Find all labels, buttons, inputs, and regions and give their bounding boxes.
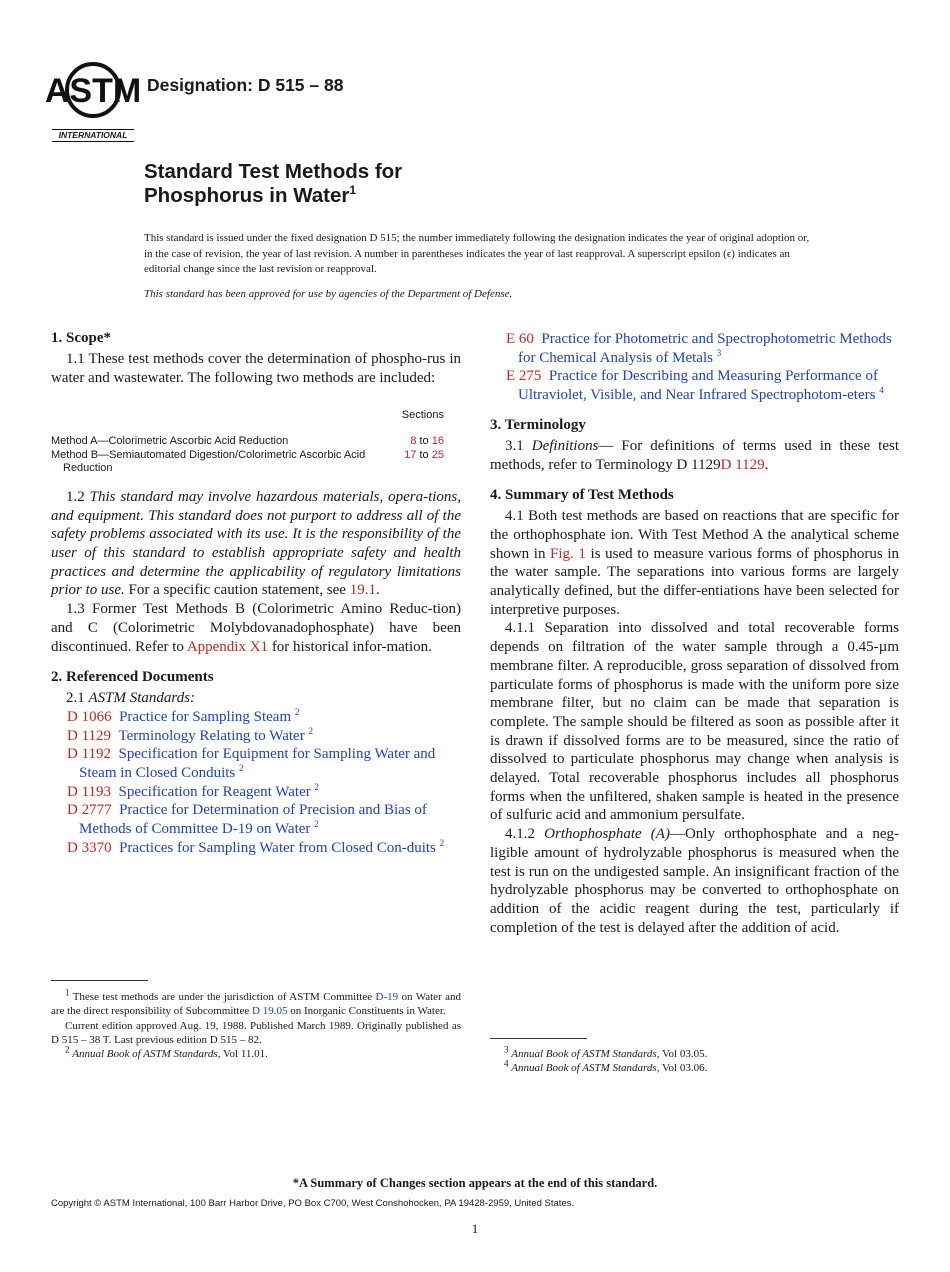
summary-para-4-1-1: 4.1.1 Separation into dissolved and total recoverable forms depends on filtration of the water sample through a 0.45-µm membrane filter. A reproducible, gross separation of dissolved from particulate forms of phosphorus is made with the uniform pore size membrane filter, but no claim can be made that separation is complete. The sample should be filtered as soon as possible after it is drawn if dissolved forms are to be measured, since the ratio of dissolved to particulate phosphorus may change when analysis is delayed. Total recoverable phosphorus includes all phosphorus forms when the unfiltered, shaken sample is heated in the presence of sulfuric acid and ammonium persulfate. (490, 620, 899, 824)
svg-text:ASTM: ASTM (44, 72, 142, 110)
scope-para-1-3 (51, 600, 461, 656)
page-title (144, 160, 402, 208)
method-to-link[interactable]: 25 (431, 448, 444, 461)
title-line2-text: Phosphorus in Water (144, 184, 350, 207)
summary-changes-note: *A Summary of Changes section appears at the end of this standard. (292, 1176, 658, 1190)
fn-text: on Water and are the direct responsibility of Subcommittee (51, 991, 462, 1018)
method-name: Method A—Colorimetric Ascorbic Acid Reduction (51, 435, 289, 448)
footnote-4 (490, 1058, 899, 1075)
ref-fn: 4 (879, 385, 884, 396)
term: Orthophosphate (A) (544, 826, 670, 843)
footnote-3 (490, 1044, 899, 1061)
referenced-heading: 2. Referenced Documents (51, 669, 214, 686)
fn-mark: 1 (65, 987, 70, 998)
terminology-link[interactable]: D 1129 (720, 456, 765, 473)
appendix-link[interactable]: Appendix X1 (186, 638, 269, 655)
ref-title[interactable]: Practices for Sampling Water from Closed Con-duits (119, 839, 436, 856)
footnote-1-edition: Current edition approved Aug. 19, 1988. Published March 1989. Originally published as D 515 – 38 T. Last previous edition D 515 – 82. (51, 1019, 461, 1046)
reference-item[interactable] (67, 783, 461, 802)
ref-code[interactable]: D 1066 (67, 708, 112, 725)
para-number: 3.1 (505, 437, 532, 454)
fn-text: These test methods are under the jurisdiction of ASTM Committee (69, 991, 376, 1003)
para-end: . (764, 456, 769, 473)
method-from-link[interactable]: 8 (410, 435, 417, 448)
ref-title[interactable]: Practice for Describing and Measuring Performance of Ultraviolet, Visible, and Near Infrared Spectrophotom-eters (518, 368, 878, 404)
para-end: for historical infor-mation. (268, 638, 432, 655)
fn-text: Annual Book of ASTM Standards (511, 1062, 657, 1075)
scope-para-1-1: 1.1 These test methods cover the determination of phospho-rus in water and wastewater. The following two methods are included: (51, 351, 461, 386)
title-line1: Standard Test Methods for (144, 160, 403, 183)
issue-text: This standard is issued under the fixed designation D 515; the number immediately following the designation indicates the year of original adoption or, in the case of revision, the year of last revision. A number in parentheses indicates the year of last reapproval. A superscript epsilon (ϵ) indicates an editorial change since the last revision or reapproval. (144, 232, 810, 275)
method-from-link[interactable]: 17 (404, 448, 417, 461)
fn-vol: , Vol 03.05. (656, 1048, 708, 1060)
ref-title[interactable]: Terminology Relating to Water (118, 727, 305, 744)
ref-fn: 2 (439, 837, 445, 848)
safety-caveat: This standard may involve hazardous materials, opera-tions, and equipment. This standard does not purport to address all of the safety problems associated with its use. It is the responsibility of the user of this standard to establish appropriate safety and health practices and determine the applicability of regulatory limitations prior to use. (51, 488, 462, 599)
caution-link[interactable]: 19.1 (349, 582, 376, 599)
method-row (51, 449, 461, 476)
scope-heading: 1. Scope* (51, 330, 111, 346)
method-name (51, 449, 391, 476)
para-text: — For definitions of terms used in these test methods, refer to Terminology D 1129 (490, 437, 899, 473)
ref-fn: 3 (716, 347, 722, 358)
reference-item[interactable] (506, 367, 899, 404)
para-text: 4.1 Both test methods are based on reactions that are specific for the orthophosphate ion. With Test Method A the analytical scheme shown in (490, 508, 899, 562)
issue-statement (144, 231, 810, 302)
astm-logo (44, 58, 142, 140)
ref-title[interactable]: Practice for Photometric and Spectrophotometric Methods for Chemical Analysis of Metals (518, 331, 892, 366)
footnote-rule-right (490, 1038, 587, 1039)
sub-label: ASTM Standards: (88, 690, 196, 707)
ref-code[interactable]: D 1193 (67, 783, 112, 800)
reference-item[interactable] (506, 330, 899, 367)
fn-text: Annual Book of ASTM Standards (511, 1048, 657, 1060)
ref-code[interactable]: E 275 (506, 368, 542, 385)
method-to-word: to (419, 435, 429, 448)
title-line2 (144, 184, 402, 208)
para-text: For a specific caution statement, see (124, 582, 350, 599)
dod-text: This standard has been approved for use by agencies of the Department of Defense. (144, 287, 513, 300)
reference-list-cont (490, 330, 899, 405)
para-number: 2.1 (66, 690, 89, 707)
reference-item[interactable] (67, 839, 461, 858)
summary-para-4-1-2 (490, 825, 899, 937)
para-text: 1.3 Former Test Methods B (Colorimetric Amino Reduc-tion) and C (Colorimetric Molybdovanadophosphate) have been discontinued. Refer to (51, 601, 461, 655)
method-to-word: to (419, 448, 429, 461)
ref-code[interactable]: D 3370 (67, 839, 112, 856)
astm-standards-label (51, 689, 461, 708)
terminology-heading: 3. Terminology (490, 416, 586, 433)
ref-fn: 2 (308, 725, 313, 736)
reference-item[interactable] (67, 727, 461, 746)
ref-title[interactable]: Practice for Determination of Precision and Bias of Methods of Committee D-19 on Water (79, 802, 427, 838)
ref-fn: 2 (314, 781, 319, 792)
committee-link[interactable]: D-19 (375, 991, 399, 1003)
para-number: 4.1.2 (505, 826, 545, 843)
footnote-1 (51, 987, 462, 1019)
ref-code[interactable]: D 1129 (67, 727, 112, 744)
fn-vol: , Vol 11.01. (217, 1048, 268, 1061)
logo-text: INTERNATIONAL (52, 129, 134, 142)
fn-mark: 4 (504, 1058, 509, 1069)
ref-code[interactable]: D 1192 (67, 746, 112, 763)
reference-list (51, 708, 461, 858)
ref-title[interactable]: Specification for Equipment for Sampling Water and Steam in Closed Conduits (79, 746, 436, 782)
summary-para-4-1 (490, 507, 899, 619)
right-column (490, 330, 899, 937)
footnote-2 (51, 1044, 461, 1061)
method-row (51, 435, 461, 449)
para-text: is used to measure various forms of phosphorus in the water sample. The separations into various forms are largely analytically defined, but the differ-entiations have been selected for interpretive purposes. (490, 545, 899, 618)
terminology-para (490, 437, 899, 474)
footnote-rule-left (51, 980, 148, 981)
figure-link[interactable]: Fig. 1 (550, 545, 586, 562)
footnotes-right (490, 1044, 899, 1076)
ref-title[interactable]: Practice for Sampling Steam (119, 708, 292, 725)
reference-item[interactable] (67, 708, 461, 727)
ref-title[interactable]: Specification for Reagent Water (118, 783, 311, 800)
method-to-link[interactable]: 16 (431, 435, 444, 448)
fn-mark: 2 (65, 1044, 70, 1055)
reference-item[interactable] (67, 801, 461, 838)
method-name-text: Method B—Semiautomated Digestion/Colorimetric Ascorbic Acid Reduction (51, 448, 366, 475)
sections-header: Sections (401, 409, 444, 422)
sections-table (51, 409, 461, 476)
term: Definitions (531, 437, 599, 454)
fn-text: on Inorganic Constituents in Water. (287, 1005, 446, 1018)
summary-heading: 4. Summary of Test Methods (490, 487, 674, 504)
ref-fn: 2 (294, 706, 300, 717)
title-footnote-mark: 1 (349, 183, 357, 198)
ref-code[interactable]: D 2777 (67, 802, 112, 819)
fn-vol: , Vol 03.06. (656, 1062, 708, 1075)
para-text: —Only orthophosphate and a neg-ligible amount of hydrolyzable phosphorus is measured when the test is run on the undigested sample. An insignificant fraction of the hydrolyzable phosphorus may be converted to orthophosphate on addition of the acidic reagent during the test, particularly if completion of the test is delayed after the addition of acid. (490, 826, 900, 936)
left-column (51, 330, 461, 858)
footnotes-left (51, 987, 462, 1061)
astm-logo-icon (44, 58, 142, 122)
ref-fn: 2 (314, 819, 319, 830)
ref-code[interactable]: E 60 (506, 331, 534, 347)
ref-fn: 2 (239, 763, 244, 774)
fn-mark: 3 (504, 1044, 509, 1055)
reference-item[interactable] (67, 745, 461, 782)
designation: Designation: D 515 – 88 (147, 75, 344, 95)
fn-text: Annual Book of ASTM Standards (72, 1048, 218, 1061)
para-end: . (375, 582, 380, 599)
para-number: 1.2 (66, 488, 90, 505)
copyright: Copyright © ASTM International, 100 Barr Harbor Drive, PO Box C700, West Conshohocken, PA 19428-2959, United States. (51, 1198, 575, 1209)
subcommittee-link[interactable]: D 19.05 (252, 1005, 288, 1018)
page-number: 1 (471, 1221, 479, 1236)
scope-para-1-2 (51, 488, 461, 600)
